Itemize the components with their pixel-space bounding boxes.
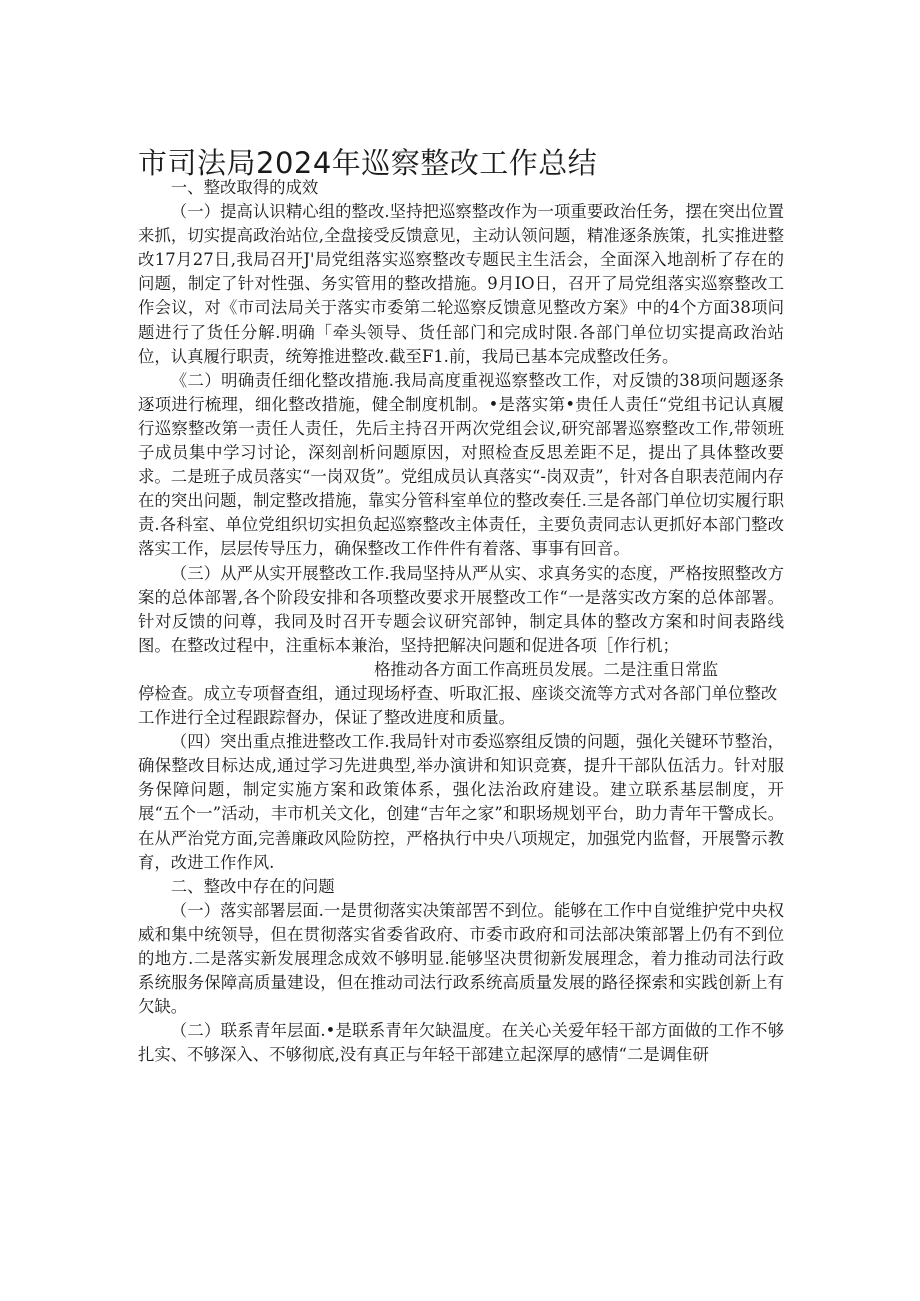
paragraph-1-3-continued: 格推动各方面工作高班员发展。二是注重日常监 xyxy=(374,659,719,679)
paragraph-1-3-tail: 停检查。成立专项督查组，通过现场杼查、听取汇报、座谈交流等方式对各部门单位整改工作进行全过程跟踪督办，保证了整改进度和质量。 xyxy=(138,683,778,728)
section-heading-2: 二、整改中存在的问题 xyxy=(170,876,335,896)
paragraph-1-2: 《二）明确责任细化整改措施.我局高度重视巡察整改工作，对反馈的38项问题逐条逐项进行梳理，细化整改措施，健全制度机制。•是落实第•贵任人责任“党组书记认真履行巡察整改第一责任人责任，先后主持召开两次党组会议,研究部署巡察整改工作,带领班子成员集中学习讨论，深刻剖析问题原因，对照检查反思差距不足，提出了具体整改要求。二是班子成员落实“一岗双货”。党组成员认真落实“-岗双责”，针对各自职表范闹内存在的突出问题，制定整改措施，靠实分管科室单位的整改奏任.三是各部门单位切实履行职责.各科室、单位党组织切实担负起巡察整改主体责任，主要负责同志认更抓好本部门整改落实工作，层层传导压力，确保整改工作件件有着落、事事有回音。 xyxy=(138,370,784,559)
paragraph-2-2: （二）联系青年层面.•是联系青年欠缺温度。在关心关爱年轻干部方面做的工作不够扎实、不够深入、不够彻底,没有真正与年轻干部建立起深厚的感情“二是调隹研 xyxy=(138,1021,784,1065)
paragraph-1-3: （三）从严从实开展整改工作.我局坚持从严从实、求真务实的态度，严格按照整改方案的总体部署,各个阶段安排和各项整改要求开展整改工作“一是落实改方案的总体部署。针对反馈的问尊，我同及时召开专题会议研究部钟，制定具体的整改方案和时间表路线图。在整改过程中，注重标本兼治，坚持把解决问题和促进各项［作行机； xyxy=(138,563,784,655)
paragraph-1-4: （四）突出重点推进整改工作.我局针对市委巡察组反馈的问题，强化关键环节整治，确保整改目标达成,通过学习先进典型,举办演讲和知识竞赛，提升干部队伍活力。针对服务保障问题，制定实施方案和政策体系，强化法治政府建设。建立联系基层制度，开展“五个一”活动，丰市机关文化，创建“吉年之家”和职场规划平台，助力青年干警成长。在从严治党方面,完善廉政风险防控，严格执行中央八项规定，加强党内监督，开展警示教育，改进工作作风. xyxy=(138,732,784,872)
document-body xyxy=(138,176,784,1067)
document-title: 市司法局2024年巡察整改工作总结 xyxy=(138,146,598,181)
section-heading-1: 一、整改取得的成效 xyxy=(170,178,319,197)
paragraph-1-1: （一）提高认识精心组的整改.坚持把巡察整改作为一项重要政治任务，摆在突出位置来抓，切实提高政治站位,全盘接受反馈意见，主动认领问题，精准逐条族策，扎实推进整改17月27日,我局召开J'局党组落实巡察整改专题民主生活会，全面深入地剖析了存在的问题，制定了针对性强、务实管用的整改措施。9月IO日，召开了局党组落实巡察整改工作会议，对《市司法局关于落实市委第二轮巡察反馈意见整改方案》中的4个方面38项问题进行了货任分解.明确「牵头领导、货任部门和完成时限.各部门单位切实提高政治站位，认真履行职责，统筹推进整改.截至F1.前，我局已基本完成整改任务。 xyxy=(138,202,784,366)
paragraph-2-1: （一）落实部署层面.一是贯彻落实决策部罟不到位。能够在工作中自觉维护党中央权威和集中统领导，但在贯彻落实省委省政府、市委市政府和司法部决策部署上仍有不到位的地方.二是落实新发展理念成效不够明显.能够坚决贯彻新发展理念，着力推动司法行政系统服务保障高质量建设，但在推动司法行政系统高质量发展的路径探索和实践创新上有欠缺。 xyxy=(138,900,784,1017)
